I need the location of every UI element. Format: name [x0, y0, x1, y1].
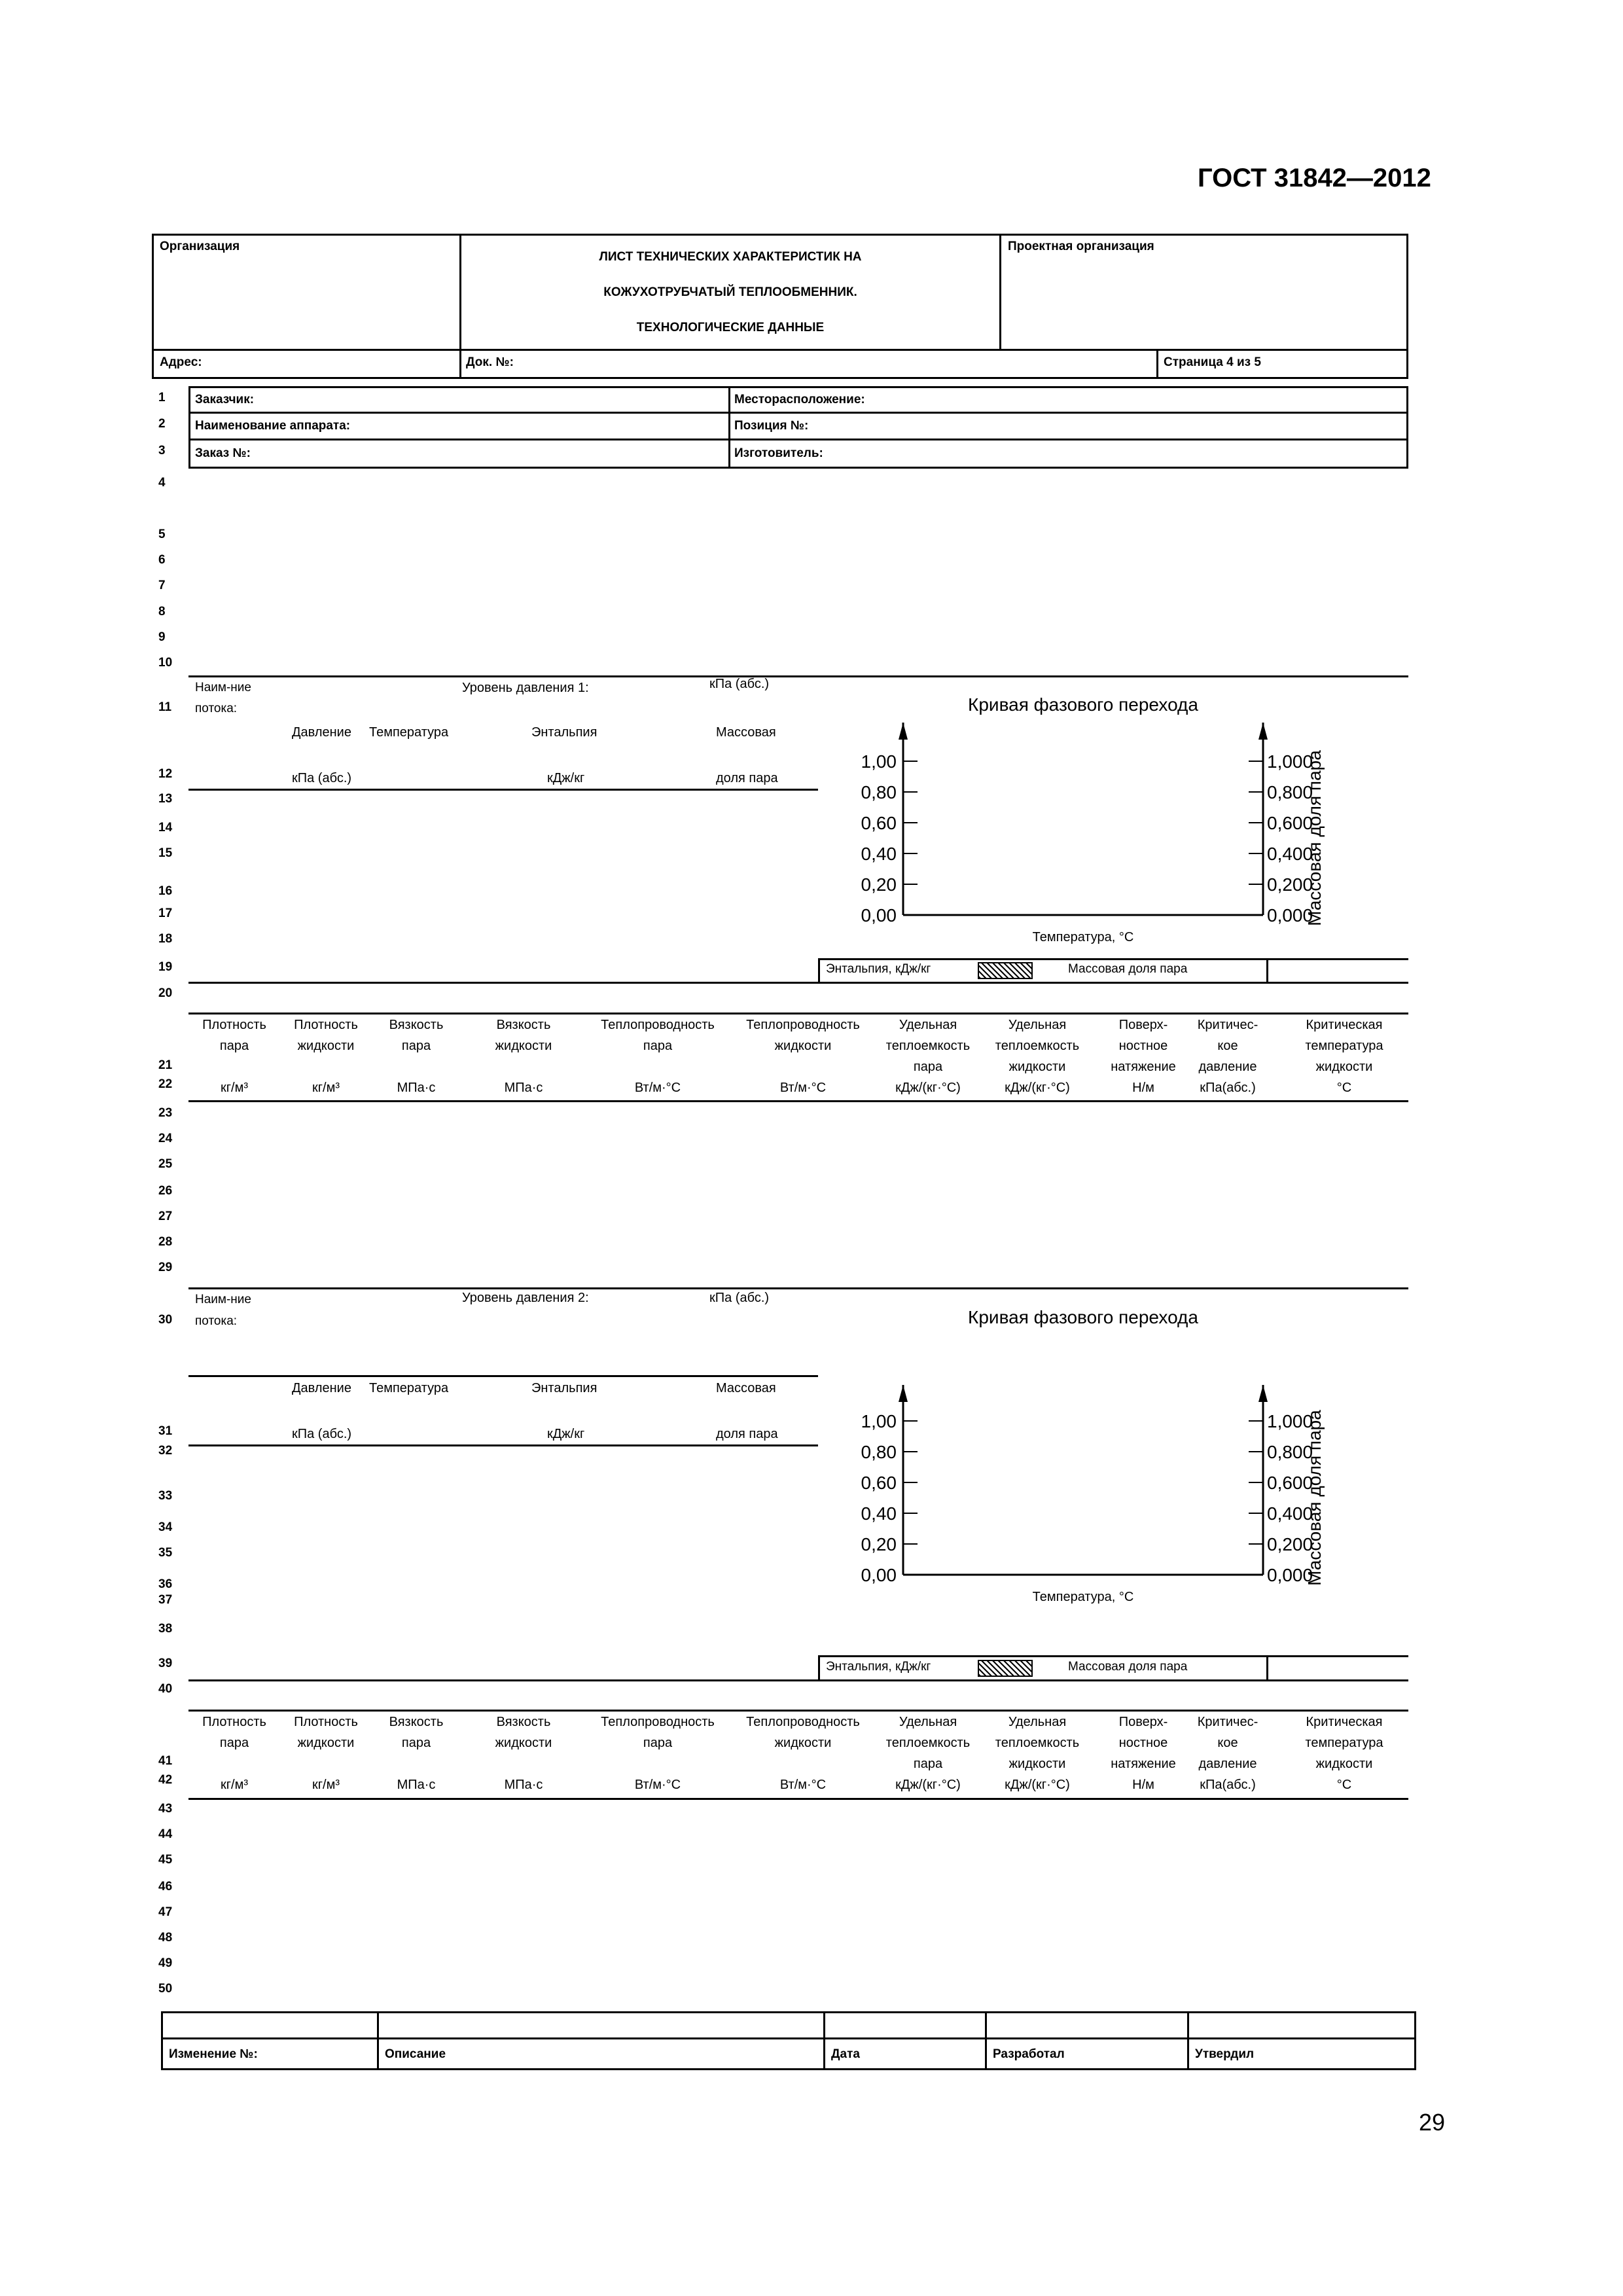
props-header-line: кг/м³	[312, 1081, 340, 1095]
props-header-line: теплоемкость	[995, 1039, 1080, 1053]
props-header-line: пара	[913, 1060, 943, 1074]
props-header-line: жидкости	[774, 1039, 832, 1053]
apparatus-label: Наименование аппарата:	[195, 419, 351, 433]
location-label: Месторасположение:	[734, 393, 865, 406]
props-header-line: Плотность	[294, 1715, 358, 1729]
props-header-line: Плотность	[202, 1018, 266, 1032]
props-header-line	[586, 1753, 730, 1774]
col-vapor-fraction-unit: доля пара	[716, 771, 778, 785]
props-header-line: Поверх-	[1118, 1018, 1168, 1032]
row-number: 35	[158, 1546, 173, 1560]
y2-tick-label: 0,000	[1267, 1565, 1313, 1585]
props-header-line: давление	[1198, 1757, 1257, 1771]
flow-name-label-2: потока:	[195, 1314, 238, 1328]
props-header-line: жидкости	[1008, 1060, 1066, 1074]
row-number: 34	[158, 1520, 173, 1534]
y2-tick-label: 0,400	[1267, 844, 1313, 864]
row-number: 23	[158, 1106, 173, 1120]
y-tick-label: 1,00	[861, 751, 897, 772]
props-header-line: кДж/(кг·°С)	[1005, 1081, 1070, 1095]
row-number: 41	[158, 1754, 173, 1768]
row-number: 9	[158, 630, 166, 644]
props-header-line: Критичес-	[1197, 1018, 1258, 1032]
props-header-line: кПа(абс.)	[1200, 1778, 1256, 1792]
props-header-line	[452, 1753, 596, 1774]
row-number: 31	[158, 1424, 173, 1438]
col-enthalpy-unit: кДж/кг	[547, 1427, 585, 1441]
y-tick-label: 0,00	[861, 1565, 897, 1585]
props-header-line: Удельная	[899, 1018, 957, 1032]
developed-label: Разработал	[993, 2047, 1065, 2061]
props-header-line: давление	[1198, 1060, 1257, 1074]
props-header-line: жидкости	[297, 1039, 355, 1053]
manufacturer-label: Изготовитель:	[734, 446, 823, 460]
x-axis-label: Температура, °С	[1032, 1590, 1134, 1604]
props-header-line: Теплопроводность	[601, 1715, 715, 1729]
y2-tick-label: 0,000	[1267, 905, 1313, 925]
props-header-line: жидкости	[297, 1736, 355, 1750]
props-header-line: натяжение	[1111, 1757, 1176, 1771]
col-vapor-fraction: Массовая	[716, 1381, 776, 1395]
row-number: 48	[158, 1931, 173, 1945]
col-vapor-fraction: Массовая	[716, 725, 776, 740]
props-header-line: Вт/м·°С	[634, 1778, 681, 1792]
props-header-line: Критическая	[1306, 1715, 1383, 1729]
props-header-line: пара	[401, 1736, 431, 1750]
props-header-line: °С	[1336, 1778, 1352, 1792]
props-header-line: Теплопроводность	[746, 1715, 860, 1729]
props-header-line: °С	[1336, 1081, 1352, 1095]
props-header-line: Вязкость	[496, 1018, 551, 1032]
props-header-line: МПа·с	[504, 1778, 543, 1792]
props-header-cell	[731, 1014, 875, 1098]
props-header-line: кг/м³	[312, 1778, 340, 1792]
row-number: 11	[158, 700, 172, 714]
hatch-icon	[978, 1660, 1033, 1677]
organization-label: Организация	[160, 240, 240, 253]
col-enthalpy: Энтальпия	[531, 725, 597, 740]
props-header-cell	[1272, 1014, 1416, 1098]
props-header-line: жидкости	[495, 1736, 552, 1750]
y2-tick-label: 1,000	[1267, 1411, 1313, 1431]
row-number: 40	[158, 1682, 173, 1696]
row-number: 26	[158, 1184, 173, 1198]
props-header-cell	[452, 1014, 596, 1098]
row-number: 6	[158, 553, 166, 567]
props-header-cell	[731, 1712, 875, 1795]
y2-tick-label: 0,800	[1267, 1442, 1313, 1462]
props-header-line: кПа(абс.)	[1200, 1081, 1256, 1095]
pressure-unit-label: кПа (абс.)	[709, 1291, 770, 1305]
props-header-line: МПа·с	[504, 1081, 543, 1095]
y2-tick-label: 0,800	[1267, 782, 1313, 802]
row-number: 4	[158, 476, 166, 490]
flow-name-label: Наим-ние	[195, 681, 251, 694]
props-header-line: Плотность	[202, 1715, 266, 1729]
row-number: 27	[158, 1210, 173, 1223]
props-header-line: теплоемкость	[995, 1736, 1080, 1750]
row-number: 38	[158, 1622, 173, 1636]
row-number: 39	[158, 1657, 173, 1670]
date-label: Дата	[831, 2047, 860, 2061]
enthalpy-label: Энтальпия, кДж/кг	[826, 962, 931, 976]
y-tick-label: 0,60	[861, 1473, 897, 1493]
col-pressure: Давление	[292, 725, 351, 740]
row-number: 16	[158, 884, 173, 898]
props-header-line: теплоемкость	[885, 1736, 971, 1750]
props-header-line: кое	[1217, 1039, 1238, 1053]
row-number: 20	[158, 986, 173, 1000]
props-header-line: жидкости	[495, 1039, 552, 1053]
props-header-line: натяжение	[1111, 1060, 1176, 1074]
row-number: 45	[158, 1853, 173, 1867]
y-tick-label: 0,20	[861, 1534, 897, 1554]
customer-label: Заказчик:	[195, 393, 255, 406]
props-header-line: жидкости	[1008, 1757, 1066, 1771]
row-number: 8	[158, 605, 166, 619]
props-header-line: МПа·с	[397, 1778, 436, 1792]
flow-name-label-2: потока:	[195, 702, 238, 715]
title-line-1: ЛИСТ ТЕХНИЧЕСКИХ ХАРАКТЕРИСТИК НА	[599, 250, 862, 264]
props-header-line: Вязкость	[389, 1018, 444, 1032]
props-header-line: ностное	[1118, 1736, 1168, 1750]
flow-name-label: Наим-ние	[195, 1293, 251, 1306]
project-org-label: Проектная организация	[1008, 240, 1154, 253]
doc-no-label: Док. №:	[466, 355, 514, 369]
row-number: 3	[158, 444, 166, 457]
row-number: 18	[158, 932, 173, 946]
row-number: 37	[158, 1593, 173, 1607]
row-number: 25	[158, 1157, 173, 1171]
props-header-line: Н/м	[1132, 1081, 1154, 1095]
row-number: 46	[158, 1880, 173, 1893]
props-header-line: пара	[401, 1039, 431, 1053]
arrow-up-icon	[899, 723, 908, 740]
props-header-line	[731, 1753, 875, 1774]
arrow-up-icon	[1258, 723, 1268, 740]
row-number: 50	[158, 1982, 173, 1996]
props-header-line: Критичес-	[1197, 1715, 1258, 1729]
props-header-line: кое	[1217, 1736, 1238, 1750]
row-number: 5	[158, 528, 166, 541]
row-number: 36	[158, 1577, 173, 1591]
change-no-label: Изменение №:	[169, 2047, 258, 2061]
enthalpy-label: Энтальпия, кДж/кг	[826, 1660, 931, 1674]
props-header-line: кг/м³	[220, 1081, 248, 1095]
props-header-line: Вт/м·°С	[634, 1081, 681, 1095]
position-label: Позиция №:	[734, 419, 809, 433]
y2-tick-label: 0,200	[1267, 874, 1313, 895]
props-header-line: МПа·с	[397, 1081, 436, 1095]
row-number: 32	[158, 1444, 173, 1458]
props-header-line	[586, 1056, 730, 1077]
props-header-line: жидкости	[774, 1736, 832, 1750]
order-label: Заказ №:	[195, 446, 251, 460]
arrow-up-icon	[899, 1385, 908, 1402]
phase-curve-chart-2	[838, 1293, 1335, 1607]
col-vapor-fraction-unit: доля пара	[716, 1427, 778, 1441]
props-header-line	[452, 1056, 596, 1077]
y2-tick-label: 0,600	[1267, 813, 1313, 833]
props-header-line: жидкости	[1315, 1060, 1373, 1074]
row-number: 2	[158, 417, 166, 431]
row-number: 19	[158, 960, 173, 974]
row-number: 47	[158, 1905, 173, 1919]
page-number: 29	[1419, 2109, 1446, 2136]
col-pressure: Давление	[292, 1381, 351, 1395]
y-tick-label: 0,20	[861, 874, 897, 895]
props-header-line: Критическая	[1306, 1018, 1383, 1032]
props-header-line: Теплопроводность	[746, 1018, 860, 1032]
chart-title: Кривая фазового перехода	[968, 694, 1198, 715]
props-header-line: кДж/(кг·°С)	[1005, 1778, 1070, 1792]
vapor-fraction-label: Массовая доля пара	[1068, 1660, 1188, 1674]
y2-tick-label: 0,600	[1267, 1473, 1313, 1493]
x-axis-label: Температура, °С	[1032, 930, 1134, 944]
description-label: Описание	[385, 2047, 446, 2061]
row-number: 42	[158, 1773, 173, 1787]
props-header-line: Поверх-	[1118, 1715, 1168, 1729]
row-number: 22	[158, 1077, 173, 1091]
title-line-3: ТЕХНОЛОГИЧЕСКИЕ ДАННЫЕ	[636, 321, 825, 334]
y-tick-label: 0,40	[861, 1503, 897, 1524]
row-number: 21	[158, 1058, 173, 1072]
row-number: 13	[158, 792, 173, 806]
props-header-line	[731, 1056, 875, 1077]
props-header-line: пара	[643, 1039, 673, 1053]
pressure-level-label: Уровень давления 2:	[462, 1291, 589, 1305]
y-tick-label: 1,00	[861, 1411, 897, 1431]
y2-tick-label: 0,200	[1267, 1534, 1313, 1554]
hatch-icon	[978, 962, 1033, 979]
row-number: 29	[158, 1261, 173, 1274]
col-pressure-unit: кПа (абс.)	[292, 1427, 352, 1441]
row-number: 10	[158, 656, 173, 670]
props-header-cell	[586, 1014, 730, 1098]
row-number: 17	[158, 906, 173, 920]
row-number: 1	[158, 391, 166, 404]
col-temperature: Температура	[369, 725, 449, 740]
chart-title: Кривая фазового перехода	[968, 1307, 1198, 1327]
arrow-up-icon	[1258, 1385, 1268, 1402]
row-number: 15	[158, 846, 173, 860]
row-number: 30	[158, 1313, 173, 1327]
col-enthalpy-unit: кДж/кг	[547, 771, 585, 785]
row-number: 12	[158, 767, 173, 781]
pressure-unit-label: кПа (абс.)	[709, 677, 770, 691]
y-tick-label: 0,80	[861, 1442, 897, 1462]
y-tick-label: 0,00	[861, 905, 897, 925]
props-header-line: Н/м	[1132, 1778, 1154, 1792]
row-number: 44	[158, 1827, 173, 1841]
y2-tick-label: 1,000	[1267, 751, 1313, 772]
props-header-line: Теплопроводность	[601, 1018, 715, 1032]
props-header-line: кДж/(кг·°С)	[895, 1778, 961, 1792]
props-header-line: Удельная	[899, 1715, 957, 1729]
phase-curve-chart-1	[838, 681, 1335, 956]
props-header-line: Вт/м·°С	[779, 1081, 827, 1095]
props-header-line: кг/м³	[220, 1778, 248, 1792]
pressure-level-label: Уровень давления 1:	[462, 681, 589, 695]
document-code: ГОСТ 31842—2012	[1198, 164, 1431, 192]
props-header-cell	[452, 1712, 596, 1795]
props-header-line: пара	[219, 1039, 249, 1053]
props-header-line: Вязкость	[389, 1715, 444, 1729]
row-number: 28	[158, 1235, 173, 1249]
page-of-label: Страница 4 из 5	[1164, 355, 1261, 369]
title-line-2: КОЖУХОТРУБЧАТЫЙ ТЕПЛООБМЕННИК.	[603, 285, 857, 299]
row-number: 49	[158, 1956, 173, 1970]
props-header-line: Плотность	[294, 1018, 358, 1032]
row-number: 24	[158, 1132, 173, 1145]
props-header-cell	[586, 1712, 730, 1795]
props-header-line: пара	[643, 1736, 673, 1750]
props-header-line: жидкости	[1315, 1757, 1373, 1771]
address-label: Адрес:	[160, 355, 202, 369]
y2-axis-label: Массовая доля пара	[1304, 750, 1325, 926]
props-header-line: Вязкость	[496, 1715, 551, 1729]
props-header-line: температура	[1305, 1736, 1383, 1750]
row-number: 14	[158, 821, 173, 834]
y-tick-label: 0,80	[861, 782, 897, 802]
col-pressure-unit: кПа (абс.)	[292, 771, 352, 785]
props-header-line: Удельная	[1008, 1018, 1067, 1032]
y-tick-label: 0,60	[861, 813, 897, 833]
row-number: 33	[158, 1489, 173, 1503]
props-header-cell	[1272, 1712, 1416, 1795]
props-header-line: Удельная	[1008, 1715, 1067, 1729]
props-header-line: пара	[913, 1757, 943, 1771]
props-header-line: пара	[219, 1736, 249, 1750]
props-header-line: ностное	[1118, 1039, 1168, 1053]
approved-label: Утвердил	[1195, 2047, 1255, 2061]
col-temperature: Температура	[369, 1381, 449, 1395]
props-header-line: температура	[1305, 1039, 1383, 1053]
props-header-line: Вт/м·°С	[779, 1778, 827, 1792]
col-enthalpy: Энтальпия	[531, 1381, 597, 1395]
props-header-line: кДж/(кг·°С)	[895, 1081, 961, 1095]
y2-tick-label: 0,400	[1267, 1503, 1313, 1524]
y-tick-label: 0,40	[861, 844, 897, 864]
row-number: 43	[158, 1802, 173, 1816]
y2-axis-label: Массовая доля пара	[1304, 1410, 1325, 1586]
vapor-fraction-label: Массовая доля пара	[1068, 962, 1188, 976]
row-number: 7	[158, 579, 166, 592]
props-header-line: теплоемкость	[885, 1039, 971, 1053]
